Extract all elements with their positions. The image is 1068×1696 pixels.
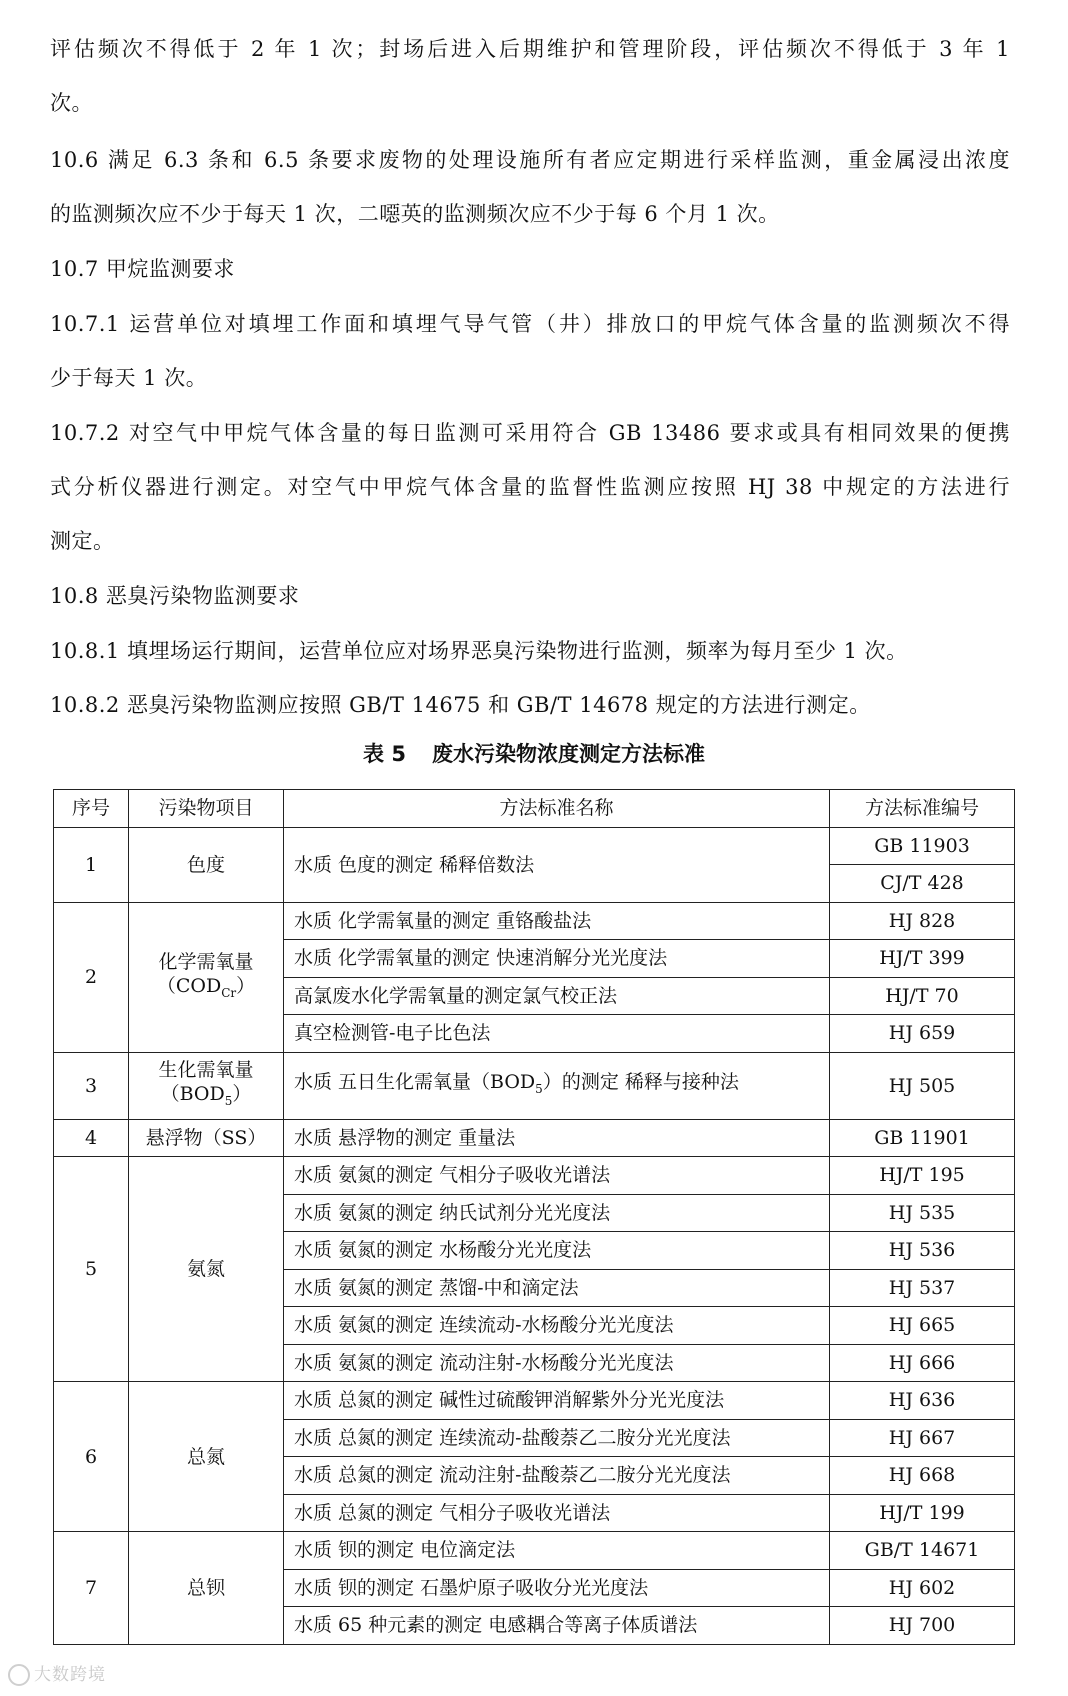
table-row xyxy=(54,1052,1015,1119)
table-caption: 废水污染物浓度测定方法标准 xyxy=(431,742,705,766)
cell-code: HJ 659 xyxy=(830,1015,1015,1053)
cell-method: 水质 氨氮的测定 流动注射-水杨酸分光光度法 xyxy=(284,1344,830,1382)
cell-code: HJ 537 xyxy=(830,1269,1015,1307)
text-line: 10.7.2 对空气中甲烷气体含量的每日监测可采用符合 GB 13486 要求或具有相同效果的便携 xyxy=(50,421,1010,445)
text-line: 10.8 恶臭污染物监测要求 xyxy=(50,584,300,608)
cell-code: GB 11903 xyxy=(830,827,1015,865)
paragraph-10-6 xyxy=(50,133,1010,241)
text-line: 评估频次不得低于 2 年 1 次；封场后进入后期维护和管理阶段，评估频次不得低于 3 年 1 xyxy=(50,37,1010,61)
cell-no: 2 xyxy=(54,902,129,1052)
cell-no: 6 xyxy=(54,1382,129,1532)
cell-item xyxy=(129,902,284,1052)
cell-method: 水质 化学需氧量的测定 重铬酸盐法 xyxy=(284,902,830,940)
header-no: 序号 xyxy=(54,790,129,828)
cell-code: HJ 636 xyxy=(830,1382,1015,1420)
text-line: 次。 xyxy=(50,91,93,115)
header-method-name: 方法标准名称 xyxy=(284,790,830,828)
item-name: 化学需氧量 xyxy=(158,950,254,973)
heading-10-7 xyxy=(50,242,1010,296)
table-number: 表 5 xyxy=(363,742,406,766)
cell-no: 3 xyxy=(54,1052,129,1119)
cell-method: 高氯废水化学需氧量的测定氯气校正法 xyxy=(284,977,830,1015)
cell-method: 水质 氨氮的测定 连续流动-水杨酸分光光度法 xyxy=(284,1307,830,1345)
cell-item: 总氮 xyxy=(129,1382,284,1532)
cell-method: 水质 氨氮的测定 纳氏试剂分光光度法 xyxy=(284,1194,830,1232)
cell-method: 水质 悬浮物的测定 重量法 xyxy=(284,1119,830,1157)
heading-10-8 xyxy=(50,569,1010,623)
cell-item: 悬浮物（SS） xyxy=(129,1119,284,1157)
table-row xyxy=(54,827,1015,865)
cell-code: HJ/T 199 xyxy=(830,1494,1015,1532)
text-line: 10.8.1 填埋场运行期间，运营单位应对场界恶臭污染物进行监测，频率为每月至少 1 次。 xyxy=(50,639,908,663)
cell-method: 水质 总氮的测定 流动注射-盐酸萘乙二胺分光光度法 xyxy=(284,1457,830,1495)
cell-item: 总钡 xyxy=(129,1532,284,1645)
cell-method: 水质 五日生化需氧量$(BOD_5)$的测定 稀释与接种法 xyxy=(284,1052,830,1119)
text-line: 10.7.1 运营单位对填埋工作面和填埋气导气管（井）排放口的甲烷气体含量的监测频次不得 xyxy=(50,312,1010,336)
paragraph-10-8-2 xyxy=(50,678,1010,732)
cell-no: 4 xyxy=(54,1119,129,1157)
table-row xyxy=(54,1119,1015,1157)
cell-no: 5 xyxy=(54,1157,129,1382)
header-method-code: 方法标准编号 xyxy=(830,790,1015,828)
cell-code: HJ 667 xyxy=(830,1419,1015,1457)
cell-method: 水质 65 种元素的测定 电感耦合等离子体质谱法 xyxy=(284,1607,830,1645)
cell-method: 水质 钡的测定 电位滴定法 xyxy=(284,1532,830,1570)
cell-code: HJ 505 xyxy=(830,1052,1015,1119)
text-line: 的监测频次应不少于每天 1 次，二噁英的监测频次应不少于每 6 个月 1 次。 xyxy=(50,202,780,226)
text-line: 式分析仪器进行测定。对空气中甲烷气体含量的监督性监测应按照 HJ 38 中规定的方法进行 xyxy=(50,475,1010,499)
header-item: 污染物项目 xyxy=(129,790,284,828)
cell-method: 真空检测管-电子比色法 xyxy=(284,1015,830,1053)
cell-method: 水质 色度的测定 稀释倍数法 xyxy=(284,827,830,902)
cell-code: HJ 535 xyxy=(830,1194,1015,1232)
method-standards-table xyxy=(53,789,1015,1645)
table-header-row xyxy=(54,790,1015,828)
cell-code: HJ 668 xyxy=(830,1457,1015,1495)
table-row xyxy=(54,1532,1015,1570)
cell-method: 水质 总氮的测定 连续流动-盐酸萘乙二胺分光光度法 xyxy=(284,1419,830,1457)
watermark-logo-icon xyxy=(8,1664,30,1686)
cell-code: HJ/T 195 xyxy=(830,1157,1015,1195)
table-row xyxy=(54,1157,1015,1195)
cell-method: 水质 总氮的测定 气相分子吸收光谱法 xyxy=(284,1494,830,1532)
cell-code: HJ 700 xyxy=(830,1607,1015,1645)
table-row xyxy=(54,1382,1015,1420)
cell-code: GB/T 14671 xyxy=(830,1532,1015,1570)
cell-code: HJ 666 xyxy=(830,1344,1015,1382)
cell-item: 氨氮 xyxy=(129,1157,284,1382)
cell-no: 1 xyxy=(54,827,129,902)
cell-code: HJ 828 xyxy=(830,902,1015,940)
cell-method: 水质 化学需氧量的测定 快速消解分光光度法 xyxy=(284,940,830,978)
cell-code: CJ/T 428 xyxy=(830,865,1015,903)
text-line: 10.6 满足 6.3 条和 6.5 条要求废物的处理设施所有者应定期进行采样监测，重金属浸出浓度 xyxy=(50,148,1010,172)
text-line: 10.7 甲烷监测要求 xyxy=(50,257,235,281)
item-abbr: $(COD_{Cr})$ xyxy=(156,974,256,1000)
item-name: 生化需氧量 xyxy=(158,1059,254,1082)
watermark xyxy=(8,1660,106,1686)
cell-code: GB 11901 xyxy=(830,1119,1015,1157)
cell-method: 水质 氨氮的测定 水杨酸分光光度法 xyxy=(284,1232,830,1270)
cell-method: 水质 氨氮的测定 气相分子吸收光谱法 xyxy=(284,1157,830,1195)
cell-code: HJ 602 xyxy=(830,1569,1015,1607)
cell-item xyxy=(129,1052,284,1119)
table-title xyxy=(0,738,1068,768)
cell-no: 7 xyxy=(54,1532,129,1645)
text-line: 10.8.2 恶臭污染物监测应按照 GB/T 14675 和 GB/T 14678 规定的方法进行测定。 xyxy=(50,693,871,717)
cell-code: HJ 665 xyxy=(830,1307,1015,1345)
text-line: 少于每天 1 次。 xyxy=(50,366,208,390)
watermark-text: 大数跨境 xyxy=(34,1665,106,1685)
cell-method: 水质 钡的测定 石墨炉原子吸收分光光度法 xyxy=(284,1569,830,1607)
text-line: 测定。 xyxy=(50,529,115,553)
cell-item: 色度 xyxy=(129,827,284,902)
cell-method: 水质 总氮的测定 碱性过硫酸钾消解紫外分光光度法 xyxy=(284,1382,830,1420)
item-abbr: $(BOD_5)$ xyxy=(160,1083,252,1108)
cell-code: HJ 536 xyxy=(830,1232,1015,1270)
cell-code: HJ/T 399 xyxy=(830,940,1015,978)
paragraph-10-7-2 xyxy=(50,406,1010,568)
paragraph-10-8-1 xyxy=(50,624,1010,678)
cell-code: HJ/T 70 xyxy=(830,977,1015,1015)
paragraph-10-7-1 xyxy=(50,297,1010,405)
paragraph-assessment-frequency xyxy=(50,22,1010,130)
table-row xyxy=(54,902,1015,940)
cell-method: 水质 氨氮的测定 蒸馏-中和滴定法 xyxy=(284,1269,830,1307)
